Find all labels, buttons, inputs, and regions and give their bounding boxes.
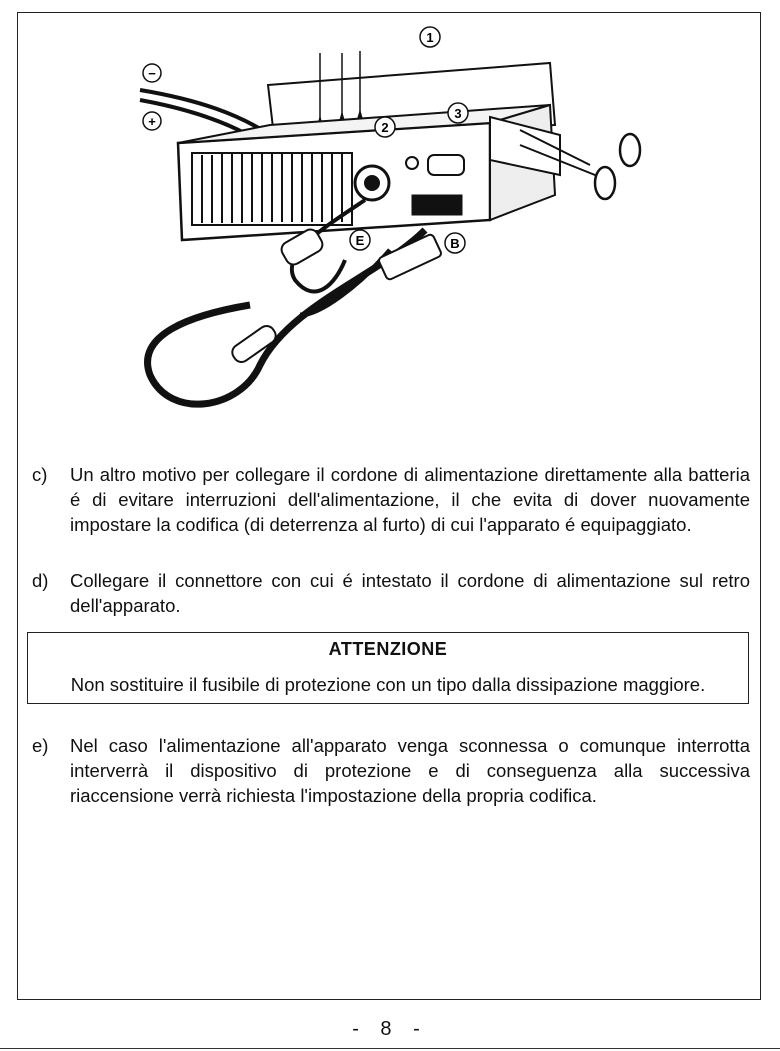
svg-text:3: 3	[454, 106, 462, 121]
antenna-socket-core	[364, 175, 380, 191]
callout-1	[420, 27, 440, 47]
item-marker: c)	[32, 464, 48, 485]
heat-sink	[192, 153, 352, 225]
callout-b	[445, 233, 465, 253]
svg-text:E: E	[355, 233, 365, 248]
instruction-item-d	[32, 568, 750, 618]
page-number: - 8 -	[352, 1018, 428, 1040]
warning-text: Non sostituire il fusibile di protezione con un tipo dalla dissipazione maggiore.	[70, 674, 706, 695]
radio-installation-illustration	[110, 15, 670, 445]
bottom-rule	[0, 1048, 780, 1049]
item-text: Collegare il connettore con cui é intestato il cordone di alimentazione sul retro dell'apparato.	[70, 570, 750, 616]
svg-text:+: +	[148, 114, 156, 129]
item-text: Un altro motivo per collegare il cordone di alimentazione direttamente alla batteria é di evitare interruzioni dell'alimentazione, il che evita di dover nuovamente impostare la codifica (di deterrenza al furto) di cui l'apparato é equipaggiato.	[70, 464, 750, 535]
radio-rear-diagram	[110, 15, 670, 445]
callout-3	[448, 103, 468, 123]
item-marker: e)	[32, 735, 49, 756]
instruction-item-c	[32, 462, 750, 537]
jack	[406, 157, 418, 169]
svg-text:1: 1	[426, 30, 434, 45]
callout-plus	[143, 112, 161, 130]
item-text: Nel caso l'alimentazione all'apparato venga sconnessa o comunque interrotta interverrà il dispositivo di protezione e di conseguenza alla successiva riaccensione verrà richiesta l'impostazione della propria codifica.	[70, 735, 750, 806]
svg-text:−: −	[148, 66, 156, 81]
svg-text:B: B	[450, 236, 460, 251]
warning-box	[27, 632, 749, 704]
svg-text:2: 2	[381, 120, 389, 135]
bracket-knob-upper	[620, 134, 640, 166]
warning-title: ATTENZIONE	[328, 639, 448, 659]
power-socket	[412, 195, 462, 215]
fuse-holder	[229, 323, 279, 365]
callout-2	[375, 117, 395, 137]
bracket-knob-lower	[595, 167, 615, 199]
callout-minus	[143, 64, 161, 82]
instruction-item-e	[32, 733, 750, 808]
callout-e	[350, 230, 370, 250]
aux-connector	[428, 155, 464, 175]
item-marker: d)	[32, 570, 49, 591]
